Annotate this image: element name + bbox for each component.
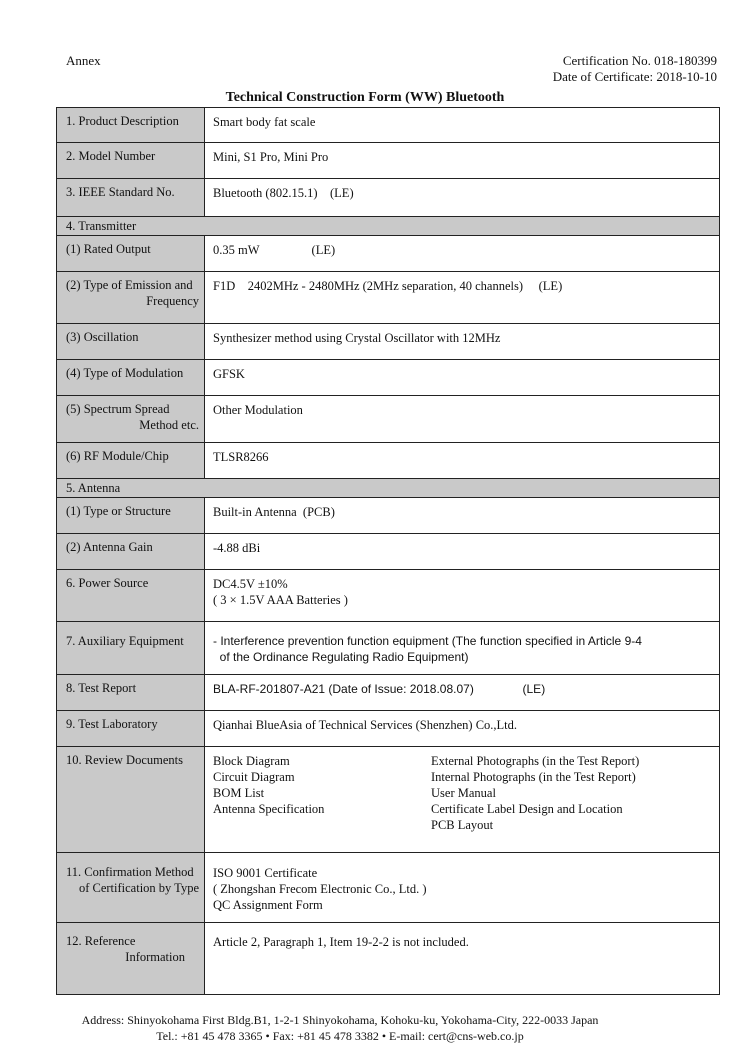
technical-form-table	[56, 107, 720, 995]
row-label: 3. IEEE Standard No.	[57, 179, 205, 216]
label-line-2: Frequency	[146, 293, 199, 308]
review-documents-left	[213, 753, 431, 848]
footer-contact: Tel.: +81 45 478 3365 • Fax: +81 45 478 3382 • E-mail: cert@cns-web.co.jp	[156, 1029, 524, 1043]
row-ieee-standard	[57, 179, 719, 217]
row-label	[57, 853, 205, 922]
row-label	[57, 272, 205, 323]
row-value	[205, 622, 719, 674]
value-line-2: ( Zhongshan Frecom Electronic Co., Ltd. )	[213, 882, 427, 896]
row-product-description	[57, 108, 719, 143]
row-value	[205, 570, 719, 621]
label-line-2: of Certification by Type	[78, 880, 199, 895]
value-line-1: ISO 9001 Certificate	[213, 866, 318, 880]
certificate-date: Date of Certificate: 2018-10-10	[552, 69, 717, 84]
row-emission-frequency	[57, 272, 719, 324]
row-label: 6. Power Source	[57, 570, 205, 621]
row-label: (2) Antenna Gain	[57, 534, 205, 569]
row-value: Qianhai BlueAsia of Technical Services (Shenzhen) Co.,Ltd.	[213, 718, 518, 732]
label-line-1: 12. Reference	[66, 934, 136, 948]
row-value: -4.88 dBi	[213, 541, 261, 555]
row-modulation	[57, 360, 719, 396]
label-line-1: (5) Spectrum Spread	[66, 402, 170, 416]
row-model-number	[57, 143, 719, 179]
section-antenna: 5. Antenna	[57, 479, 719, 498]
footer	[0, 1012, 680, 1044]
list-item: BOM List	[213, 786, 265, 800]
row-value	[205, 236, 719, 271]
annex-label: Annex	[66, 53, 101, 68]
list-item: Internal Photographs (in the Test Report)	[431, 770, 636, 784]
row-reference-information	[57, 923, 719, 994]
row-label: 7. Auxiliary Equipment	[57, 622, 205, 674]
row-label: (4) Type of Modulation	[57, 360, 205, 395]
rated-output-mode: (LE)	[311, 243, 336, 257]
row-value: TLSR8266	[213, 450, 269, 464]
row-antenna-gain	[57, 534, 719, 570]
row-label: (1) Rated Output	[57, 236, 205, 271]
test-report-mode: (LE)	[522, 682, 546, 696]
value-line-1: - Interference prevention function equipment (The function specified in Article 9-4	[213, 634, 642, 648]
rated-output-value: 0.35 mW	[213, 243, 260, 257]
row-label: (6) RF Module/Chip	[57, 443, 205, 478]
value-line-2: of the Ordinance Regulating Radio Equipment)	[213, 650, 469, 664]
label-line-1: 11. Confirmation Method	[66, 865, 194, 879]
row-review-documents	[57, 747, 719, 853]
row-value: Article 2, Paragraph 1, Item 19-2-2 is not included.	[213, 935, 469, 949]
row-test-report	[57, 675, 719, 711]
value-line-2: ( 3 × 1.5V AAA Batteries )	[213, 593, 348, 607]
row-label: 10. Review Documents	[57, 747, 205, 852]
row-value: Synthesizer method using Crystal Oscillator with 12MHz	[213, 331, 501, 345]
row-spectrum-spread	[57, 396, 719, 443]
row-label	[57, 923, 205, 994]
row-auxiliary-equipment	[57, 622, 719, 675]
row-label: (1) Type or Structure	[57, 498, 205, 533]
row-value	[205, 853, 719, 922]
value-line-3: QC Assignment Form	[213, 898, 323, 912]
list-item: Circuit Diagram	[213, 770, 295, 784]
row-value: Bluetooth (802.15.1) (LE)	[213, 186, 354, 200]
footer-address: Address: Shinyokohama First Bldg.B1, 1-2-1 Shinyokohama, Kohoku-ku, Yokohama-City, 222-0033 Japan	[81, 1013, 599, 1027]
row-power-source	[57, 570, 719, 622]
value-line-1: DC4.5V ±10%	[213, 577, 288, 591]
row-label: 9. Test Laboratory	[57, 711, 205, 746]
section-transmitter: 4. Transmitter	[57, 217, 719, 236]
row-label	[57, 396, 205, 442]
label-line-2: Method etc.	[139, 417, 199, 432]
row-value: Other Modulation	[213, 403, 303, 417]
test-report-value: BLA-RF-201807-A21 (Date of Issue: 2018.08.07)	[213, 682, 474, 696]
list-item: Certificate Label Design and Location	[431, 802, 623, 816]
list-item: Block Diagram	[213, 754, 290, 768]
certification-number: Certification No. 018-180399	[562, 53, 717, 68]
row-label: (3) Oscillation	[57, 324, 205, 359]
row-label: 8. Test Report	[57, 675, 205, 710]
row-rated-output	[57, 236, 719, 272]
list-item: User Manual	[431, 786, 496, 800]
list-item: PCB Layout	[431, 818, 494, 832]
row-value: Mini, S1 Pro, Mini Pro	[213, 150, 329, 164]
row-value: Smart body fat scale	[213, 115, 316, 129]
list-item: Antenna Specification	[213, 802, 325, 816]
row-value	[205, 675, 719, 710]
label-line-1: (2) Type of Emission and	[66, 278, 193, 292]
label-line-2: Information	[125, 949, 185, 964]
form-title: Technical Construction Form (WW) Bluetooth	[225, 90, 505, 105]
row-label: 2. Model Number	[57, 143, 205, 178]
row-value	[205, 747, 719, 852]
row-test-laboratory	[57, 711, 719, 747]
row-antenna-type	[57, 498, 719, 534]
row-oscillation	[57, 324, 719, 360]
certificate-info	[553, 53, 717, 85]
row-value: F1D 2402MHz - 2480MHz (2MHz separation, 40 channels) (LE)	[213, 279, 563, 293]
row-label: 1. Product Description	[57, 108, 205, 142]
row-rf-module	[57, 443, 719, 479]
row-confirmation-method	[57, 853, 719, 923]
row-value: Built-in Antenna (PCB)	[213, 505, 335, 519]
review-documents-right	[431, 753, 711, 848]
list-item: External Photographs (in the Test Report)	[431, 754, 640, 768]
row-value: GFSK	[213, 367, 245, 381]
